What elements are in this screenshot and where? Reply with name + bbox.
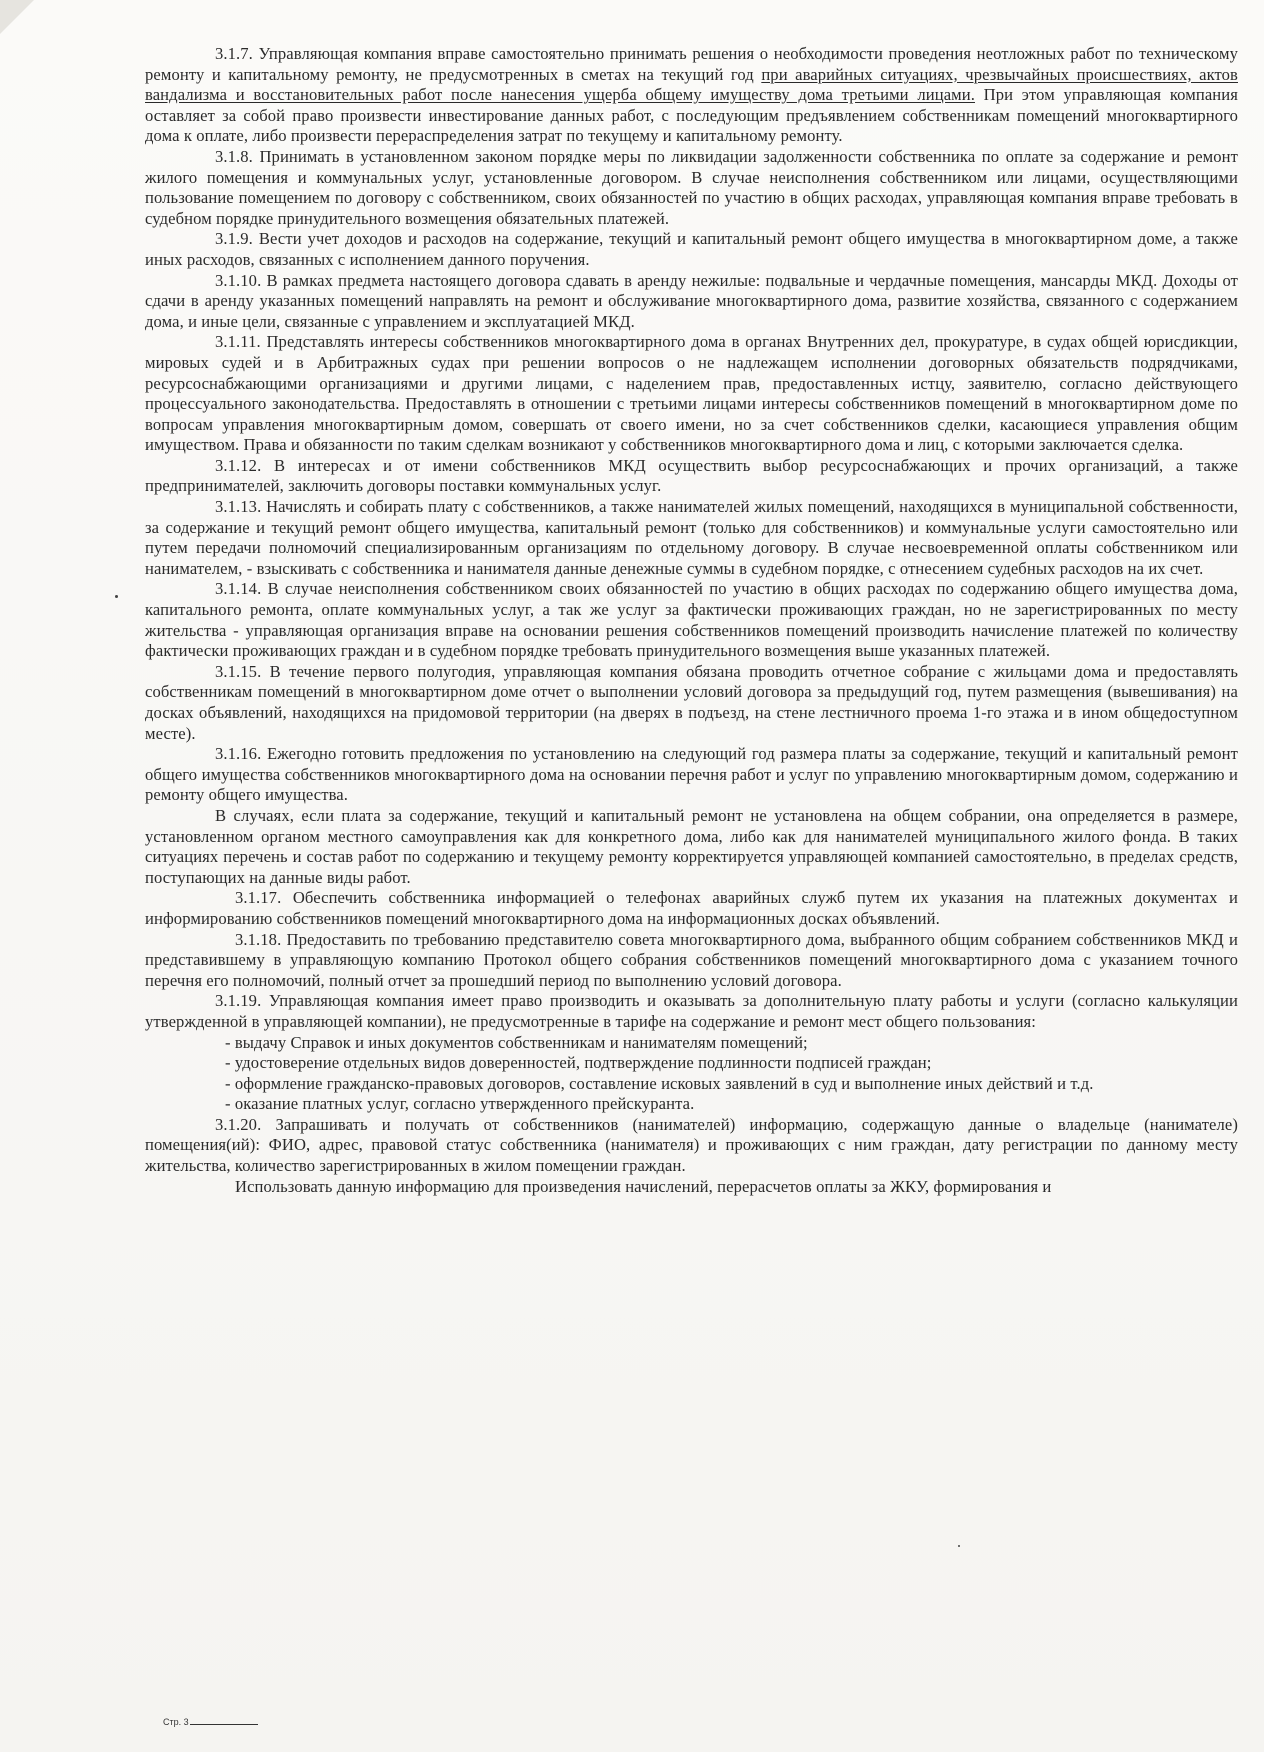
- paragraph: 3.1.8. Принимать в установленном законом порядке меры по ликвидации задолженности собственника по оплате за содержание и ремонт жилого помещения и коммунальных услуг, установленные договором. В случае неисполнения собственником или лицами, осуществляющими пользование помещением по договору с собственником, своих обязанностей по участию в общих расходах, управляющая компания вправе требовать в судебном порядке принудительного возмещения обязательных платежей.: [145, 146, 1238, 228]
- paragraph-text: При этом управляющая компания оставляет за собой право произвести инвестирование данных работ, с последующим предъявлением собственникам помещений многоквартирного дома к оплате, либо произвести перераспределения затрат по текущему и капитальному ремонту.: [145, 85, 1238, 146]
- page-number-label: Стр. 3: [163, 1717, 189, 1727]
- document-body: [145, 44, 1238, 1197]
- paragraph: 3.1.16. Ежегодно готовить предложения по установлению на следующий год размера платы за содержание, текущий и капитальный ремонт общего имущества собственников многоквартирного дома на основании перечня работ и услуг по управлению многоквартирным домом, содержанию и ремонту общего имущества.: [145, 744, 1238, 805]
- paragraph: - выдачу Справок и иных документов собственникам и нанимателям помещений;: [225, 1032, 808, 1052]
- paragraph: 3.1.17. Обеспечить собственника информацией о телефонах аварийных служб путем их указания на платежных документах и информированию собственников помещений многоквартирного дома на информационных досках объявлений.: [145, 888, 1238, 928]
- paragraph: Использовать данную информацию для произведения начислений, перерасчетов оплаты за ЖКУ, формирования и: [235, 1176, 1052, 1196]
- paragraph: 3.1.18. Предоставить по требованию представителю совета многоквартирного дома, выбранного общим собранием собственников МКД и представившему в управляющую компанию Протокол общего собрания собственников помещений многоквартирного дома с указанием точного перечня его полномочий, полный отчет за прошедший период по выполнению условий договора.: [145, 929, 1238, 990]
- page-footer: [163, 1717, 258, 1727]
- paragraph: 3.1.14. В случае неисполнения собственником своих обязанностей по участию в общих расходах по содержанию общего имущества дома, капитального ремонта, оплате коммунальных услуг, а так же услуг за фактически проживающих граждан, но не зарегистрированных по месту жительства - управляющая организация вправе на основании решения собственников помещений производить начисление платежей по количеству фактически проживающих граждан и в судебном порядке требовать принудительного возмещения выше указанных платежей.: [145, 579, 1238, 661]
- paragraph: В случаях, если плата за содержание, текущий и капитальный ремонт не установлена на общем собрании, она определяется в размере, установленном органом местного самоуправления как для конкретного дома, либо как для нанимателей муниципального жилого фонда. В таких ситуациях перечень и состав работ по содержанию и текущему ремонту корректируется управляющей компанией самостоятельно, в пределах средств, поступающих на данные виды работ.: [145, 805, 1238, 887]
- page-corner-fold: [0, 0, 34, 34]
- paragraph: 3.1.13. Начислять и собирать плату с собственников, а также нанимателей жилых помещений, находящихся в муниципальной собственности, за содержание и текущий ремонт общего имущества, капитальный ремонт (только для собственников) и коммунальные услуги самостоятельно или путем передачи полномочий специализированным организациям по отдельному договору. В случае несвоевременной оплаты собственником или нанимателем, - взыскивать с собственника и нанимателя данные денежные суммы в судебном порядке, с отнесением судебных расходов на их счет.: [145, 497, 1238, 578]
- paragraph: - оформление гражданско-правовых договоров, составление исковых заявлений в суд и выполнение иных действий и т.д.: [225, 1073, 1094, 1093]
- scan-speck: [958, 1545, 960, 1547]
- page-number-line: [190, 1724, 258, 1725]
- paragraph: 3.1.19. Управляющая компания имеет право производить и оказывать за дополнительную плату работы и услуги (согласно калькуляции утвержденной в управляющей компании), не предусмотренные в тарифе на содержание и ремонт мест общего пользования:: [145, 991, 1238, 1031]
- underlined-text: при аварийных ситуациях, чрезвычайных происшествиях, актов вандализма и восстановительных работ после нанесения ущерба общему имуществу дома третьими лицами.: [145, 64, 1238, 105]
- paragraph: 3.1.9. Вести учет доходов и расходов на содержание, текущий и капитальный ремонт общего имущества в многоквартирном доме, а также иных расходов, связанных с исполнением данного поручения.: [145, 229, 1238, 269]
- paragraph: 3.1.10. В рамках предмета настоящего договора сдавать в аренду нежилые: подвальные и чердачные помещения, мансарды МКД. Доходы от сдачи в аренду указанных помещений направлять на ремонт и обслуживание многоквартирного дома, развитие хозяйства, связанного с содержанием дома, и иные цели, связанные с управлением и эксплуатацией МКД.: [145, 270, 1238, 331]
- paragraph: - удостоверение отдельных видов доверенностей, подтверждение подлинности подписей граждан;: [225, 1053, 932, 1073]
- paragraph: 3.1.15. В течение первого полугодия, управляющая компания обязана проводить отчетное собрание с жильцами дома и предоставлять собственникам помещений в многоквартирном доме отчет о выполнении условий договора за предыдущий год, путем размещения (вывешивания) на досках объявлений, находящихся на придомовой территории (на дверях в подъезд, на стене лестничного проема 1-го этажа и в ином общедоступном месте).: [145, 661, 1238, 743]
- paragraph: 3.1.20. Запрашивать и получать от собственников (нанимателей) информацию, содержащую данные о владельце (нанимателе) помещения(ий): ФИО, адрес, правовой статус собственника (нанимателя) и проживающих с ним граждан, дату регистрации по данному месту жительства, количество зарегистрированных в жилом помещении граждан.: [145, 1114, 1238, 1176]
- paragraph-text: 3.1.7. Управляющая компания вправе самостоятельно принимать решения о необходимости проведения неотложных работ по техническому ремонту и капитальному ремонту, не предусмотренных в сметах на текущий год: [145, 44, 1238, 84]
- paragraph: 3.1.12. В интересах и от имени собственников МКД осуществить выбор ресурсоснабжающих и прочих организаций, а также предпринимателей, заключить договоры поставки коммунальных услуг.: [145, 455, 1238, 496]
- paragraph: 3.1.11. Представлять интересы собственников многоквартирного дома в органах Внутренних дел, прокуратуре, в судах общей юрисдикции, мировых судей и в Арбитражных судах при решении вопросов о не надлежащем исполнении договорных обязательств подрядчиками, ресурсоснабжающими организациями и другими лицами, с наделением прав, предоставленных истцу, заявителю, согласно действующего процессуального законодательства. Предоставлять в отношении с третьими лицами интересы собственников помещений в многоквартирном доме по вопросам управления многоквартирным домом, совершать от своего имени, но за счет собственников сделки, касающиеся управления общим имуществом. Права и обязанности по таким сделкам возникают у собственников многоквартирного дома и лиц, с которыми заключается сделка.: [145, 332, 1238, 455]
- paragraph: - оказание платных услуг, согласно утвержденного прейскуранта.: [225, 1094, 695, 1114]
- paragraph: [145, 44, 1238, 147]
- scan-speck: [115, 595, 118, 598]
